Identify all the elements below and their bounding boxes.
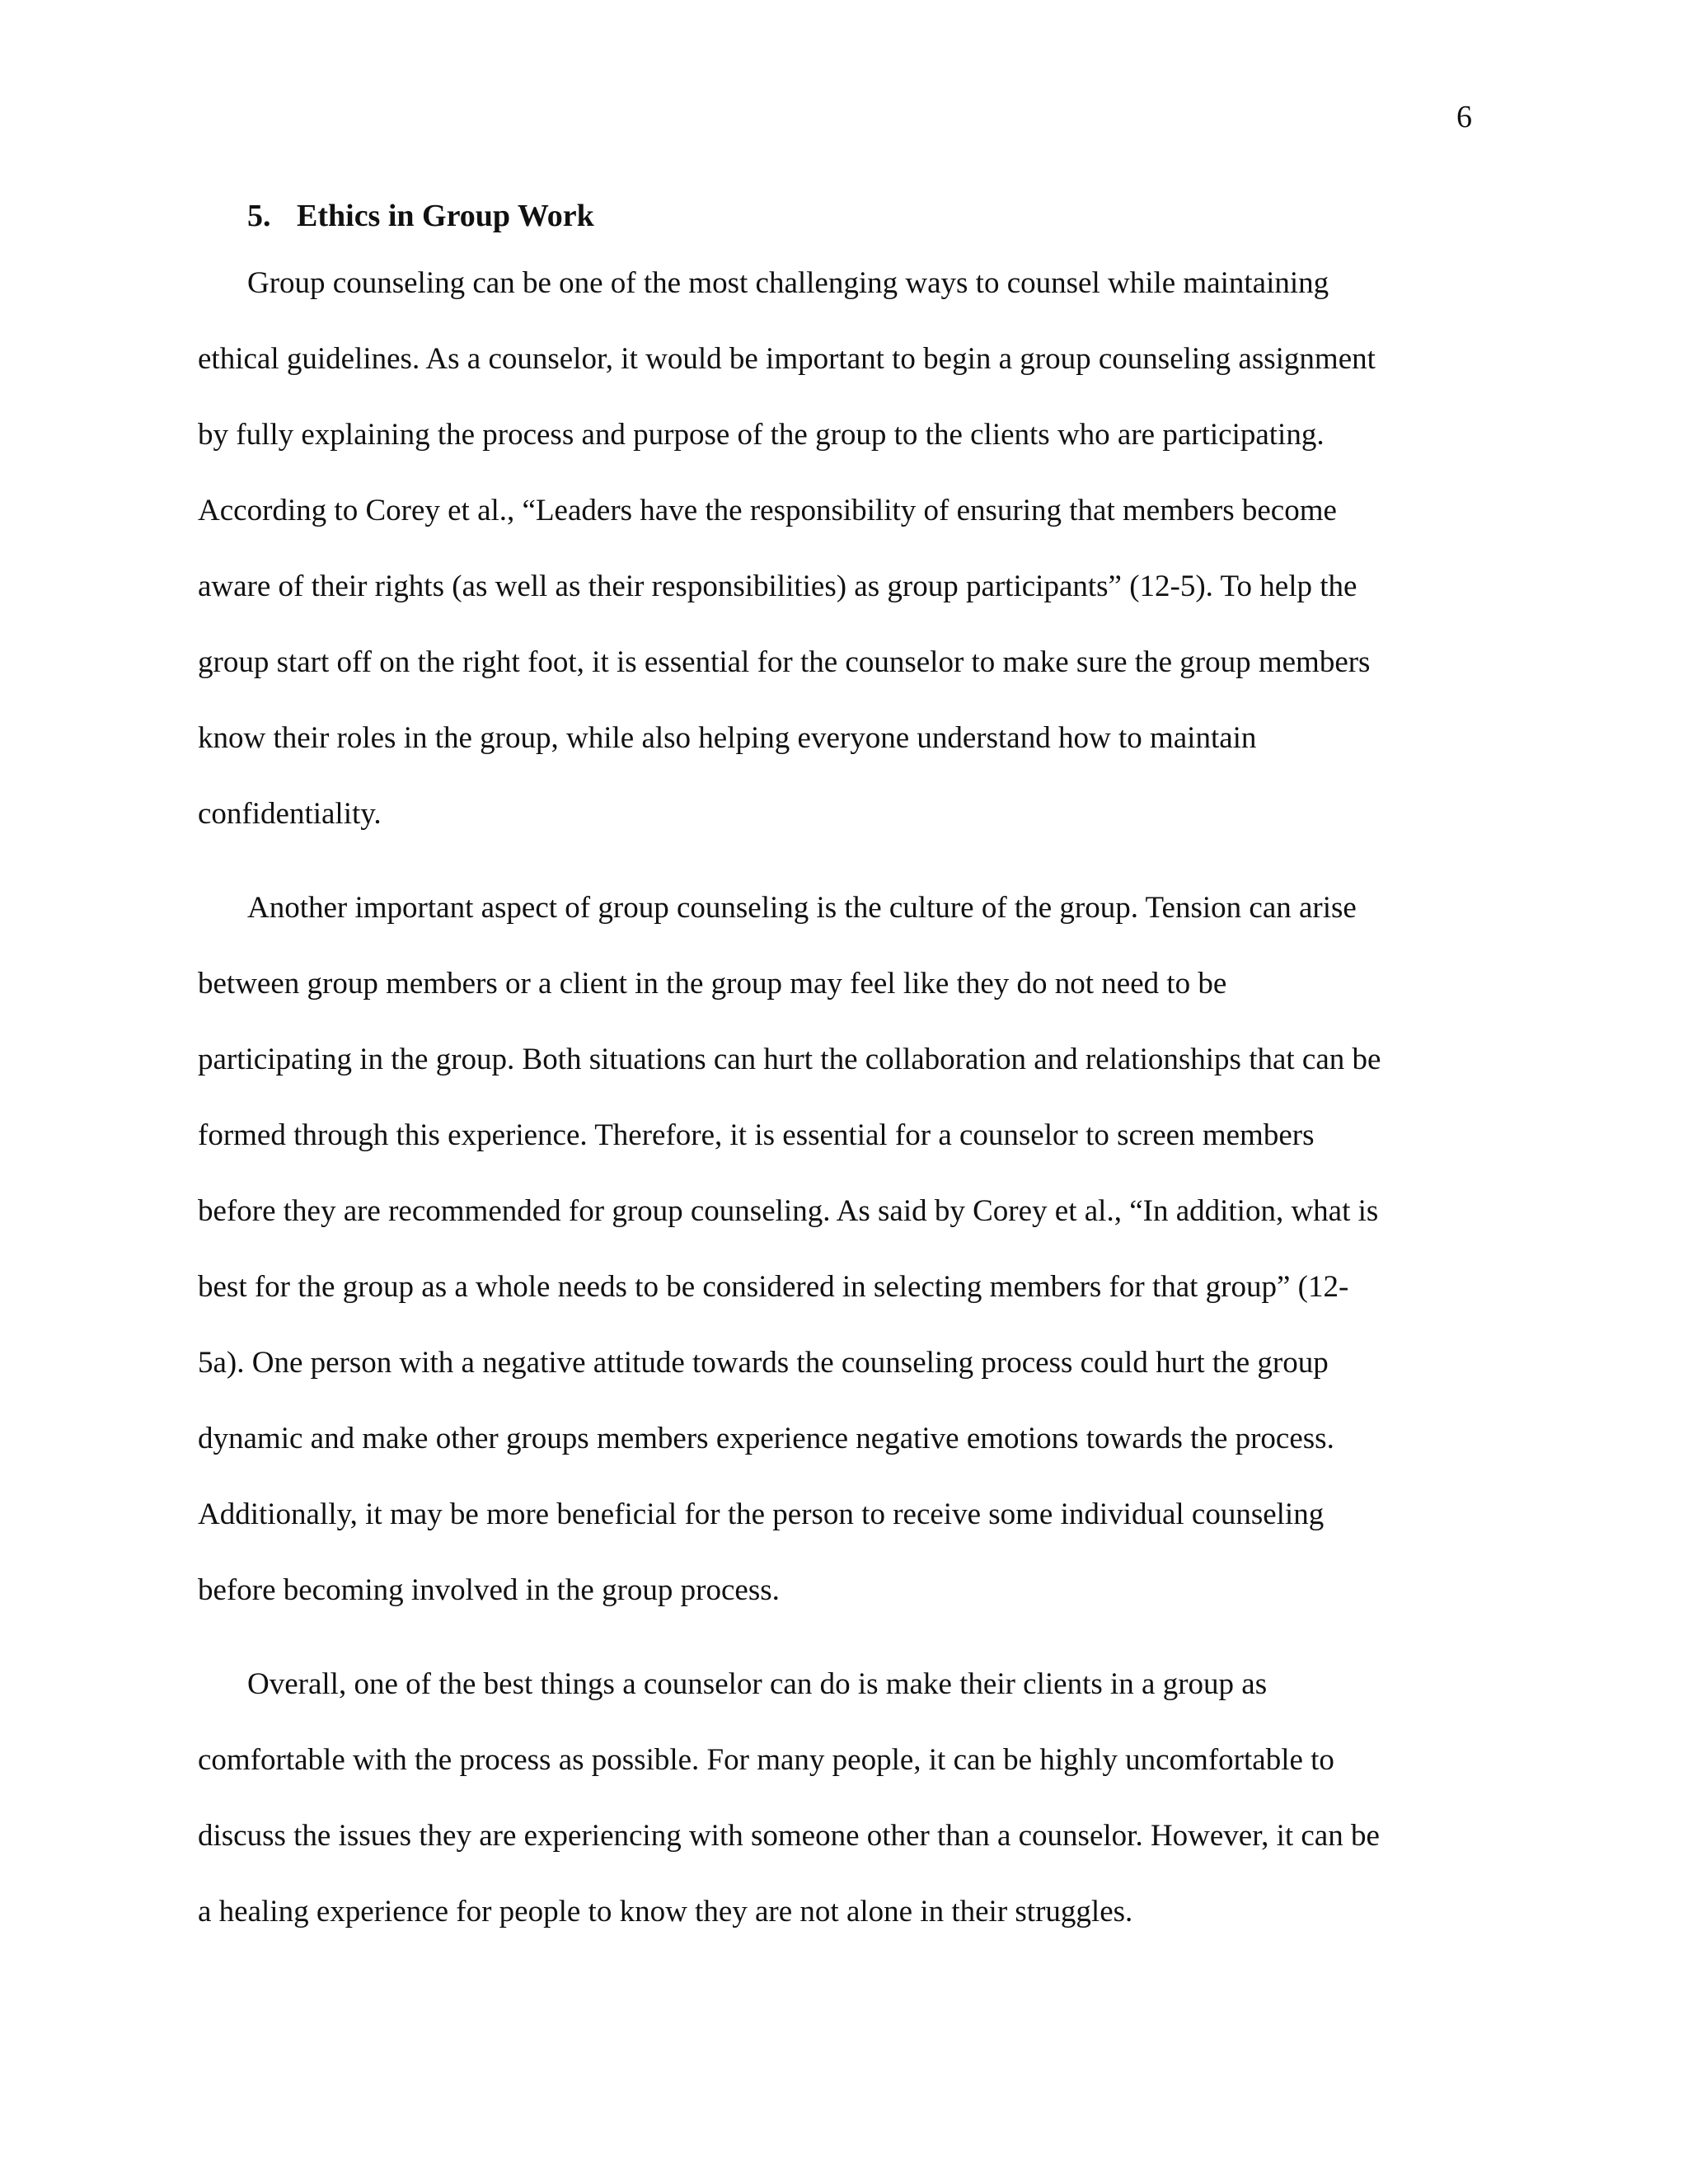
paragraph-line: Another important aspect of group counseling is the culture of the group. Tension can arise (247, 891, 1357, 925)
paragraph-line: best for the group as a whole needs to be considered in selecting members for that group” (12- (198, 1270, 1349, 1304)
paragraph-line: Additionally, it may be more beneficial for the person to receive some individual counseling (198, 1497, 1325, 1531)
section-heading (198, 196, 1492, 246)
paragraph-line: before they are recommended for group counseling. As said by Corey et al., “In addition, what is (198, 1194, 1379, 1228)
paragraph-line: 5a). One person with a negative attitude towards the counseling process could hurt the group (198, 1346, 1329, 1380)
paragraph-line: Group counseling can be one of the most challenging ways to counsel while maintaining (247, 266, 1329, 300)
page-number: 6 (1456, 100, 1472, 134)
paragraph (198, 870, 1492, 1629)
paragraph (198, 1647, 1492, 1950)
paragraph-line: by fully explaining the process and purpose of the group to the clients who are participating. (198, 418, 1325, 452)
paragraph-line: a healing experience for people to know they are not alone in their struggles. (198, 1895, 1133, 1929)
paragraph-line: comfortable with the process as possible. For many people, it can be highly uncomfortable to (198, 1743, 1334, 1777)
paragraph (198, 246, 1492, 852)
section-title: Ethics in Group Work (297, 199, 594, 233)
paragraph-line: aware of their rights (as well as their responsibilities) as group participants” (12-5). To help the (198, 569, 1357, 603)
paragraph-line: before becoming involved in the group process. (198, 1573, 780, 1607)
paragraph-line: ethical guidelines. As a counselor, it would be important to begin a group counseling assignment (198, 342, 1376, 376)
paragraph-line: dynamic and make other groups members experience negative emotions towards the process. (198, 1422, 1334, 1455)
paragraph-line: Overall, one of the best things a counselor can do is make their clients in a group as (247, 1667, 1268, 1701)
paragraph-line: discuss the issues they are experiencing with someone other than a counselor. However, it can be (198, 1819, 1380, 1853)
paragraph-line: According to Corey et al., “Leaders have the responsibility of ensuring that members become (198, 494, 1337, 527)
section-number: 5. (247, 199, 271, 233)
paragraph-line: participating in the group. Both situations can hurt the collaboration and relationships that can be (198, 1043, 1381, 1076)
paragraph-line: formed through this experience. Therefore, it is essential for a counselor to screen members (198, 1118, 1315, 1152)
paragraph-line: know their roles in the group, while also helping everyone understand how to maintain (198, 721, 1257, 755)
paragraph-line: group start off on the right foot, it is essential for the counselor to make sure the group members (198, 645, 1371, 679)
document-body (198, 196, 1492, 1950)
paragraph-line: confidentiality. (198, 797, 382, 831)
paragraph-line: between group members or a client in the group may feel like they do not need to be (198, 967, 1227, 1001)
